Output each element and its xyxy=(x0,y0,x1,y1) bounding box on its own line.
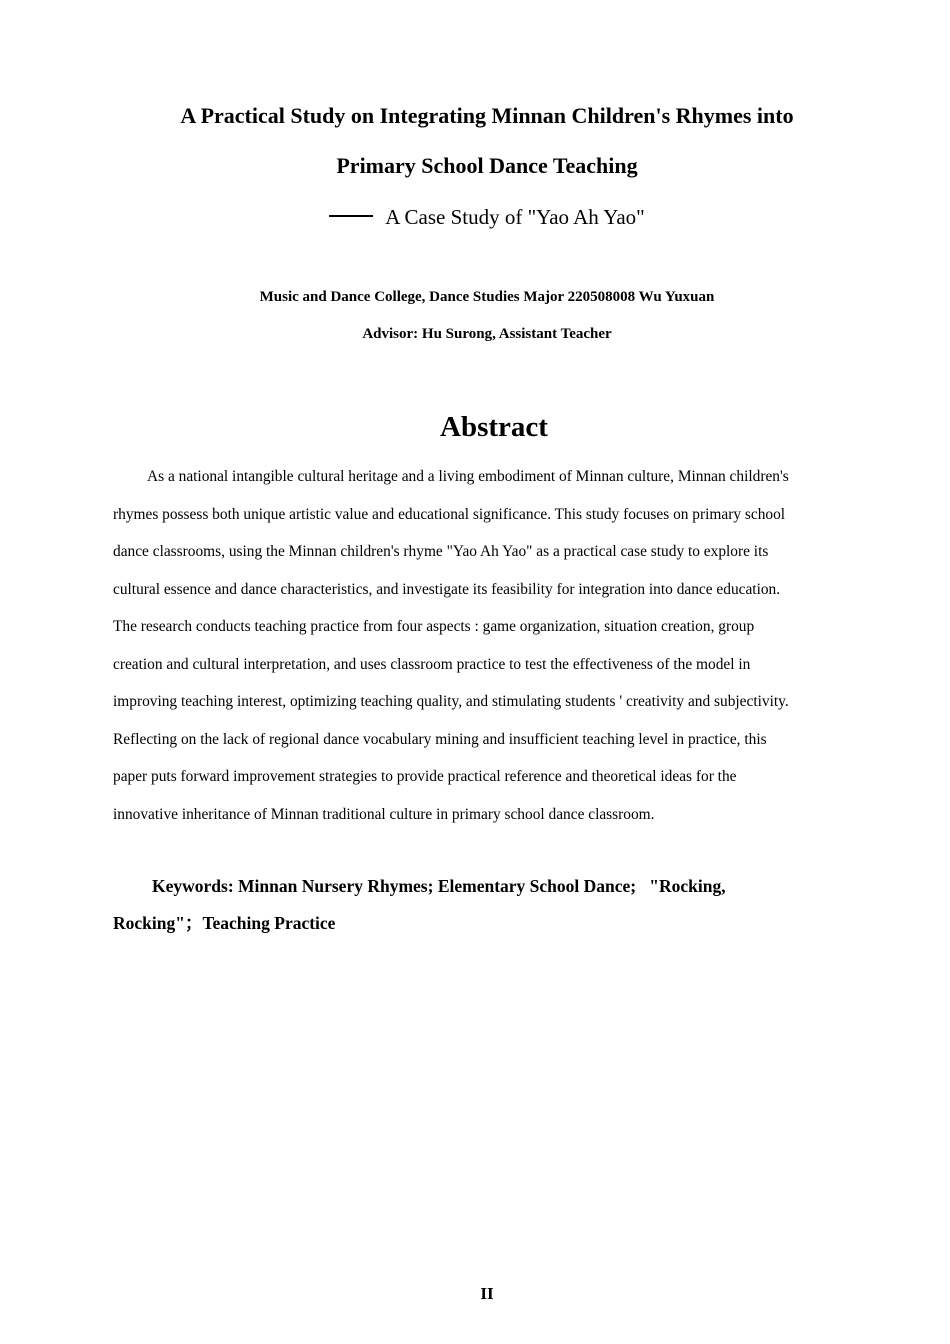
abstract-line: As a national intangible cultural heritage and a living embodiment of Minnan culture, Minnan children's xyxy=(147,468,789,485)
abstract-line: The research conducts teaching practice from four aspects : game organization, situation creation, group xyxy=(113,618,755,635)
keywords-line: Rocking"；Teaching Practice xyxy=(113,913,336,933)
abstract-line: rhymes possess both unique artistic value and educational significance. This study focuses on primary school xyxy=(113,505,786,523)
keywords-line: Keywords: Minnan Nursery Rhymes; Elementary School Dance; "Rocking, xyxy=(152,876,726,896)
page-number: II xyxy=(480,1284,494,1303)
abstract-body xyxy=(113,458,853,833)
abstract-line: paper puts forward improvement strategies to provide practical reference and theoretical ideas for the xyxy=(113,768,737,785)
abstract-line: dance classrooms, using the Minnan children's rhyme "Yao Ah Yao" as a practical case study to explore its xyxy=(113,543,769,560)
abstract-line: Reflecting on the lack of regional dance vocabulary mining and insufficient teaching level in practice, this xyxy=(113,730,767,748)
abstract-line: creation and cultural interpretation, and uses classroom practice to test the effectiveness of the model in xyxy=(113,655,751,673)
advisor-line: Advisor: Hu Surong, Assistant Teacher xyxy=(362,326,612,342)
abstract-heading: Abstract xyxy=(440,411,548,443)
title-line-1: A Practical Study on Integrating Minnan Children's Rhymes into xyxy=(180,103,794,128)
abstract-line: innovative inheritance of Minnan traditional culture in primary school dance classroom. xyxy=(113,805,655,823)
author-line: Music and Dance College, Dance Studies Major 220508008 Wu Yuxuan xyxy=(259,289,715,305)
abstract-line: improving teaching interest, optimizing teaching quality, and stimulating students ' creativity and subjectivity. xyxy=(113,693,789,710)
abstract-line: cultural essence and dance characteristics, and investigate its feasibility for integration into dance education. xyxy=(113,580,781,598)
subtitle-text: A Case Study of "Yao Ah Yao" xyxy=(385,205,645,229)
em-dash-rule xyxy=(329,215,373,217)
subtitle xyxy=(0,203,950,231)
keywords xyxy=(113,868,833,942)
title-line-2: Primary School Dance Teaching xyxy=(336,153,638,178)
